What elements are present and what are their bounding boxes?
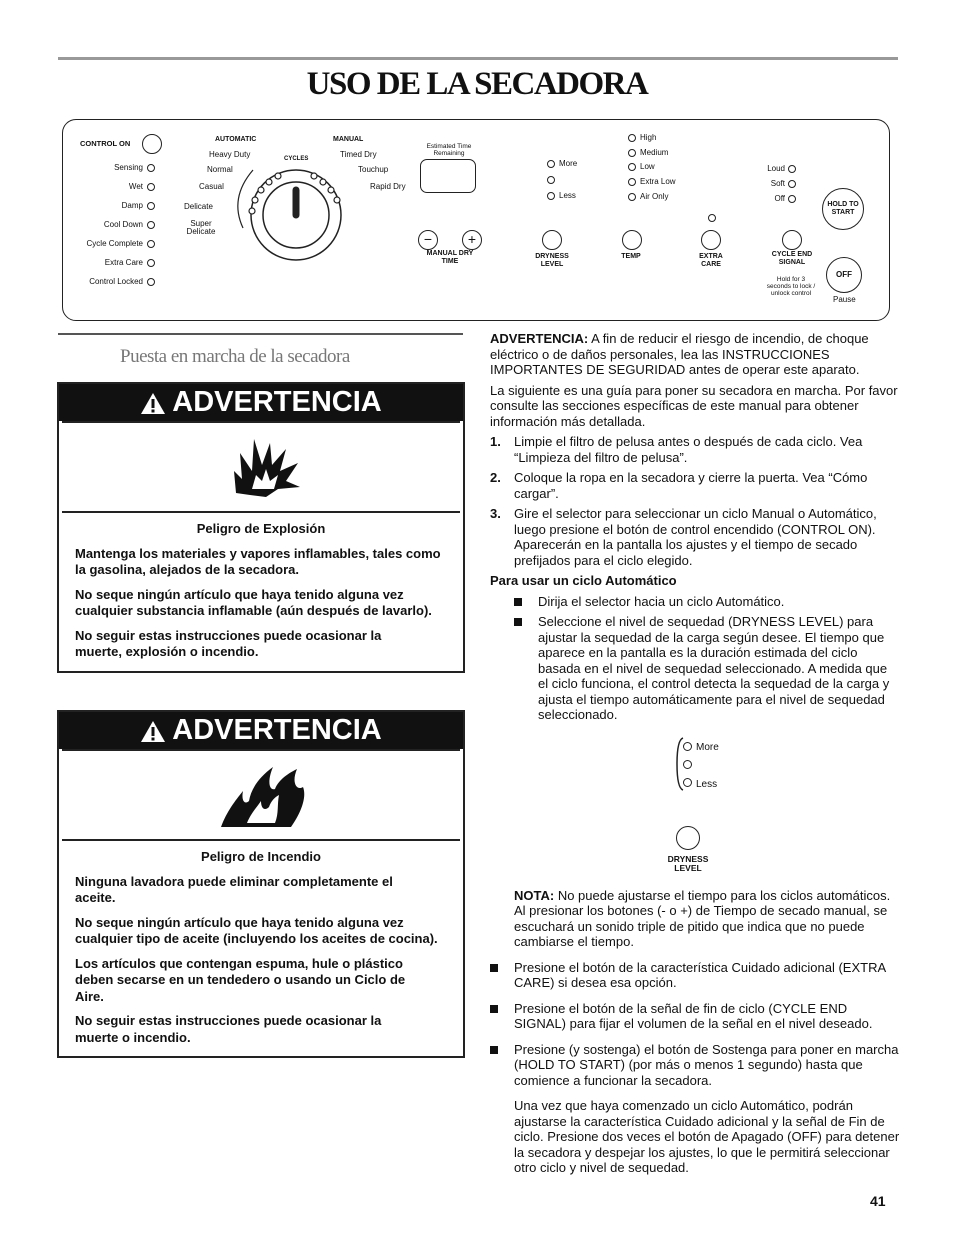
bullet-item: Presione el botón de la característica Cuidado adicional (EXTRA CARE) si desea esa opción. [490, 960, 900, 991]
fig-more: More [696, 741, 719, 753]
hold-to-start-button[interactable] [822, 188, 864, 230]
fig-less: Less [696, 778, 718, 790]
lock-note: Hold for 3 seconds to lock / unlock control [766, 276, 816, 297]
warning-text-explosion [59, 513, 463, 671]
temp-label: TEMP [621, 253, 641, 260]
status-label: Cool Down [103, 220, 143, 229]
dryness-figure [490, 728, 900, 888]
explosion-hazard-image [62, 421, 460, 513]
hold-to-start-label: HOLD TO START [827, 201, 859, 216]
status-led [147, 183, 155, 191]
step-item: 1. Limpie el filtro de pelusa antes o después de cada ciclo. Vea “Limpieza del filtro de pelusa”. [490, 434, 863, 465]
signal-option: Off [774, 194, 785, 203]
warning-header: ADVERTENCIA [59, 384, 463, 421]
cycles-label: CYCLES [284, 156, 309, 162]
bullet-square-icon [490, 1046, 498, 1054]
fig-led-more [683, 742, 692, 751]
auto-heading: Para usar un ciclo Automático [490, 573, 677, 588]
pause-label: Pause [833, 295, 856, 304]
status-label: Cycle Complete [86, 239, 143, 248]
auto-bullets [490, 594, 900, 723]
temp-option: Medium [640, 147, 669, 157]
temp-button[interactable] [622, 230, 642, 250]
status-led [147, 278, 155, 286]
warning-para: Mantenga los materiales y vapores inflamables, tales como la gasolina, alejados de la secadora. [75, 545, 441, 577]
dryness-led-more [547, 160, 555, 168]
warning-box-fire [57, 710, 465, 1058]
signal-option: Loud [767, 164, 785, 173]
temp-led [628, 134, 636, 142]
signal-led [788, 180, 796, 188]
step-item: 3. Gire el selector para seleccionar un ciclo Manual o Automático, luego presione el botón de control encendido (CONTROL ON). Aparecerán en la pantalla los ajustes y el tiempo de secado prefijados para el ciclo elegido. [490, 506, 877, 568]
warning-para: No seque ningún artículo que haya tenido alguna vez cualquier tipo de aceite (incluyendo los aceites de cocina). [75, 914, 438, 946]
bullet-square-icon [490, 964, 498, 972]
explosion-icon [230, 431, 302, 501]
status-led [147, 221, 155, 229]
extra-care-led [708, 214, 716, 222]
step-item: 2. Coloque la ropa en la secadora y cierre la puerta. Vea “Cómo cargar”. [490, 470, 868, 501]
warning-triangle-icon [140, 719, 166, 743]
warning-triangle-icon [140, 391, 166, 415]
est-time-label: Estimated Time Remaining [426, 143, 472, 157]
fire-icon [217, 761, 312, 829]
control-on-button[interactable] [142, 134, 162, 154]
cycle-dial[interactable] [213, 158, 373, 318]
bullet-item: Seleccione el nivel de sequedad (DRYNESS LEVEL) para ajustar la sequedad de la carga según desee. El tiempo que aparece en la pantalla es la duración estimada del ciclo basada en el nivel de sequedad seleccionado. A medida que el ciclo funciona, el control detecta la sequedad de la carga y ajusta el tiempo automáticamente para el nivel de sequedad seleccionado. [514, 614, 900, 723]
warning-box-explosion [57, 382, 465, 673]
status-label: Control Locked [89, 277, 143, 286]
safety-warning: ADVERTENCIA: A fin de reducir el riesgo de incendio, de choque eléctrico o de daños personales, lea las INSTRUCCIONES IMPORTANTES DE SEGURIDAD antes de operar este aparato. [490, 331, 869, 377]
extra-care-button[interactable] [701, 230, 721, 250]
status-led [147, 164, 155, 172]
warning-text-fire [59, 841, 463, 1056]
cycle-super-delicate: Super Delicate [186, 219, 216, 236]
section-subtitle: Puesta en marcha de la secadora [120, 346, 350, 367]
fig-bracket [676, 736, 684, 792]
manual-dry-time-label: MANUAL DRY TIME [426, 250, 474, 265]
status-label: Sensing [114, 163, 143, 172]
cycle-rapid-dry: Rapid Dry [370, 182, 406, 191]
dryness-led-mid [547, 176, 555, 184]
bullet-item: Presione el botón de la señal de fin de ciclo (CYCLE END SIGNAL) para fijar el volumen de la señal en el nivel deseado. [490, 1001, 900, 1032]
off-button[interactable] [826, 257, 862, 293]
dryness-level-label: DRYNESS LEVEL [535, 253, 569, 268]
warning-para: No seque ningún artículo que haya tenido alguna vez cualquier substancia inflamable (aún después de lavarlo). [75, 586, 432, 618]
cycle-delicate: Delicate [184, 202, 213, 211]
fig-led-mid [683, 760, 692, 769]
cycle-end-signal-label: CYCLE END SIGNAL [771, 251, 813, 266]
signal-led [788, 165, 796, 173]
dryness-led-less [547, 192, 555, 200]
temp-led [628, 163, 636, 171]
bullet-square-icon [514, 618, 522, 626]
warning-heading: Peligro de Incendio [201, 849, 321, 864]
status-led [147, 259, 155, 267]
warning-para: No seguir estas instrucciones puede ocasionar la muerte o incendio. [75, 1013, 382, 1045]
warning-para: Los artículos que contengan espuma, hule o plástico deben secarse en un tendedero o usando un Ciclo de Aire. [75, 955, 406, 1004]
cycle-heavy-duty: Heavy Duty [209, 150, 251, 159]
bullet-square-icon [514, 598, 522, 606]
temp-led [628, 149, 636, 157]
top-rule [58, 57, 898, 60]
fire-hazard-image [62, 749, 460, 841]
status-label: Damp [121, 201, 143, 210]
status-label: Wet [128, 182, 143, 191]
warning-para: Ninguna lavadora puede eliminar completamente el aceite. [75, 873, 393, 905]
time-display [420, 159, 476, 193]
fig-dryness-label: DRYNESS LEVEL [667, 853, 709, 873]
cycle-timed-dry: Timed Dry [340, 150, 377, 159]
fig-led-less [683, 778, 692, 787]
page-title: USO DE LA SECADORA [306, 66, 648, 102]
warning-heading: Peligro de Explosión [196, 521, 326, 536]
cycle-normal: Normal [207, 165, 233, 174]
control-panel [62, 119, 890, 321]
status-label: Extra Care [104, 258, 143, 267]
steps-list [490, 434, 900, 568]
automatic-label: AUTOMATIC [215, 136, 257, 143]
page-number: 41 [870, 1193, 886, 1209]
dryness-more: More [559, 159, 578, 168]
cycle-touchup: Touchup [358, 165, 389, 174]
status-led [147, 240, 155, 248]
fig-dryness-button [676, 826, 700, 850]
off-label: OFF [836, 270, 852, 279]
status-led [147, 202, 155, 210]
closing-paragraph: Una vez que haya comenzado un ciclo Automático, podrán ajustarse la característica Cuidado adicional y la señal de Fin de ciclo. Presione dos veces el botón de Apagado (OFF) para detener la secadora y despejar los ajustes, lo que le permitirá seleccionar otro ciclo y nivel de sequedad. [514, 1098, 900, 1175]
plus-button[interactable]: + [462, 230, 482, 250]
intro-paragraph: La siguiente es una guía para poner su secadora en marcha. Por favor consulte las secciones específicas de este manual para obtener información más detallada. [490, 382, 898, 429]
extra-care-label: EXTRA CARE [699, 253, 723, 268]
temp-option: Low [640, 162, 655, 172]
temp-option: Extra Low [640, 177, 676, 187]
note-paragraph: NOTA: No puede ajustarse el tiempo para los ciclos automáticos. Al presionar los botones (- o +) de Tiempo de secado manual, se escuchará un sonido triple de pitido que indica que no puede cambiarse el tiempo. [514, 887, 891, 949]
signal-led [788, 195, 796, 203]
control-on-label: CONTROL ON [80, 139, 131, 148]
right-column [490, 331, 900, 1181]
dryness-less: Less [559, 191, 576, 200]
bullet-item: Presione (y sostenga) el botón de Sostenga para poner en marcha (HOLD TO START) (por más o menos 1 segundo) hasta que comience a funcionar la secadora. [490, 1042, 900, 1089]
temp-option: Air Only [640, 191, 669, 201]
cycle-casual: Casual [199, 182, 224, 191]
warning-para: No seguir estas instrucciones puede ocasionar la muerte, explosión o incendio. [75, 627, 382, 659]
minus-button[interactable]: − [418, 230, 438, 250]
temp-option: High [640, 133, 657, 142]
section-rule [58, 333, 463, 335]
cycle-end-signal-button[interactable] [782, 230, 802, 250]
manual-label: MANUAL [333, 136, 364, 143]
bullet-square-icon [490, 1005, 498, 1013]
temp-led [628, 178, 636, 186]
dryness-level-button[interactable] [542, 230, 562, 250]
more-bullets [490, 960, 900, 1089]
signal-option: Soft [770, 179, 785, 188]
warning-header: ADVERTENCIA [59, 712, 463, 749]
temp-led [628, 193, 636, 201]
bullet-item: Dirija el selector hacia un ciclo Automático. [514, 594, 900, 610]
